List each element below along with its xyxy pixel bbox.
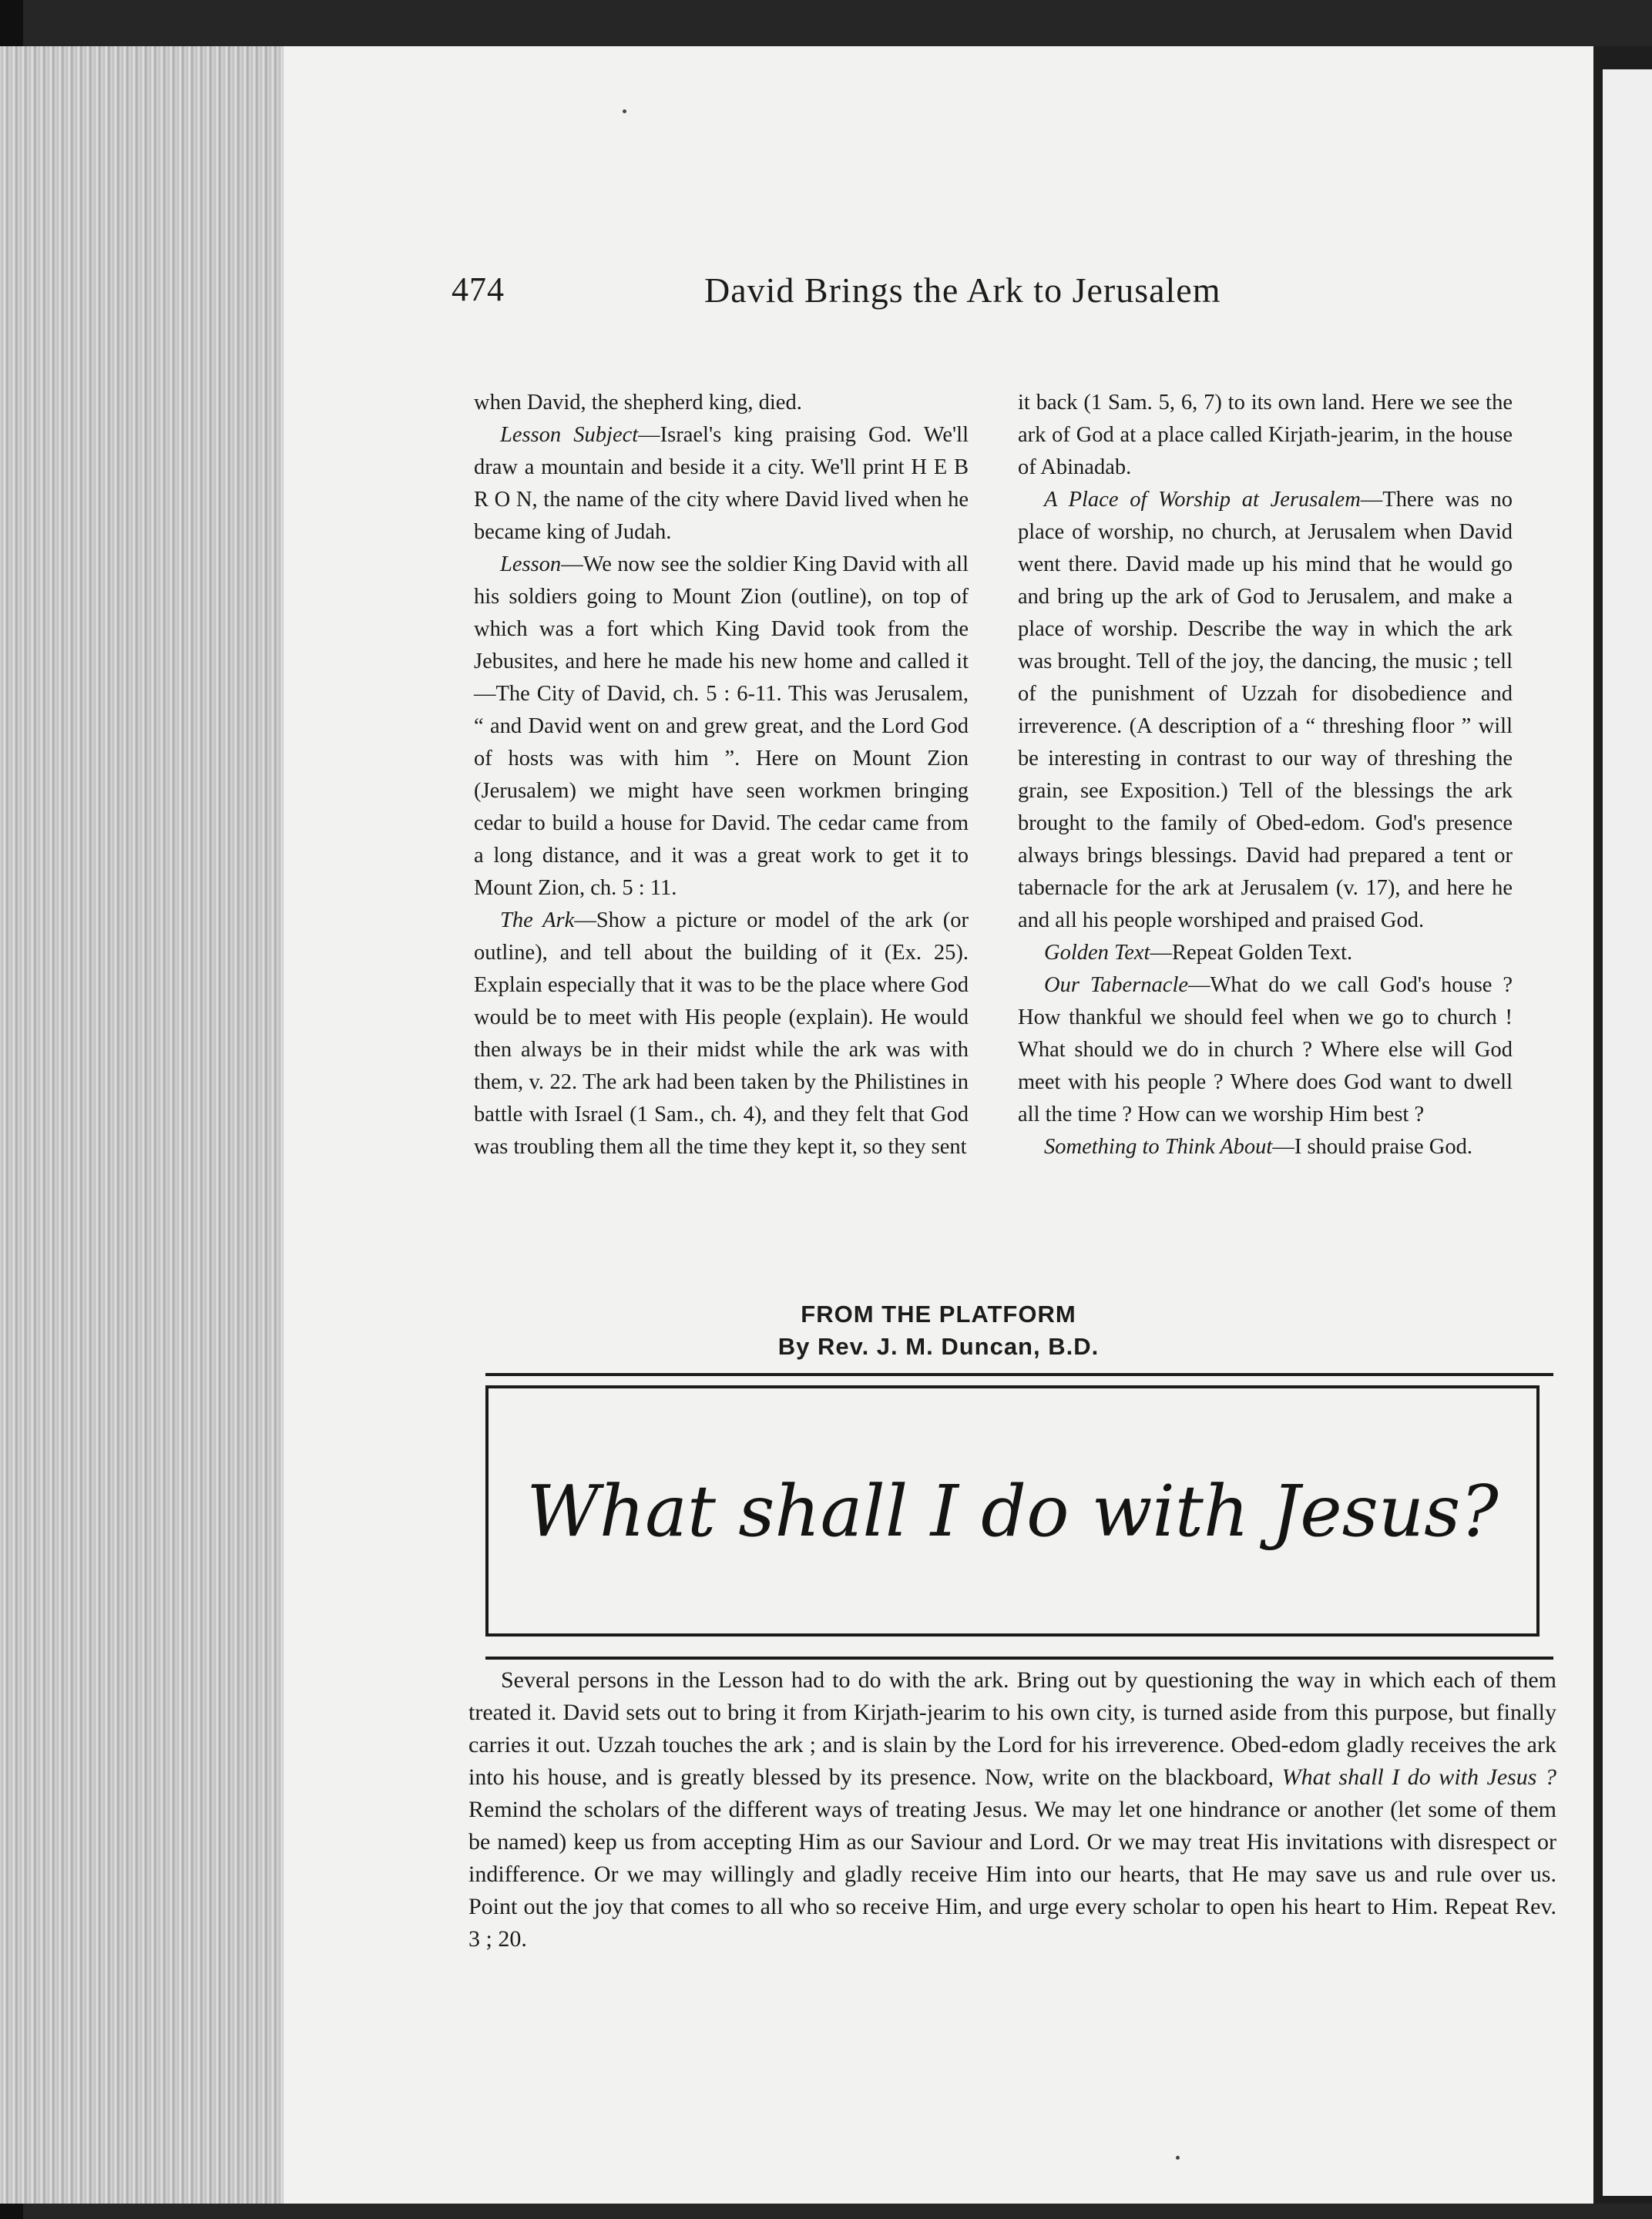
paragraph-lead: A Place of Worship at Jerusalem: [1044, 488, 1361, 512]
paper-speck: [1176, 2156, 1180, 2160]
left-column: [474, 387, 969, 1163]
paragraph-lead: Lesson: [500, 552, 562, 576]
paragraph: it back (1 Sam. 5, 6, 7) to its own land. Here we see the ark of God at a place called Kirjath-jearim, in the house of Abinadab.: [1018, 391, 1513, 479]
platform-title: FROM THE PLATFORM: [801, 1301, 1076, 1328]
book-page-edges: [0, 46, 284, 2204]
paragraph: Our Tabernacle—What do we call God's house ? How thankful we should feel when we go to church ! What should we do in church ? Where else will God meet with his people ? Where does God want to dwell all the time ? How can we worship Him best ?: [1018, 973, 1513, 1126]
running-title: David Brings the Ark to Jerusalem: [704, 270, 1221, 310]
paragraph-lead: Our Tabernacle: [1044, 973, 1189, 997]
page-number: 474: [452, 270, 505, 308]
book-page: [284, 46, 1593, 2204]
paragraph-lead: Something to Think About: [1044, 1135, 1273, 1159]
paragraph-lead: Golden Text: [1044, 941, 1150, 965]
blackboard-text: What shall I do with Jesus?: [526, 1469, 1499, 1553]
paragraph: Lesson—We now see the soldier King David with all his soldiers going to Mount Zion (outline), on top of which was a fort which King David took from the Jebusites, and here he made his new home and called it—The City of David, ch. 5 : 6-11. This was Jerusalem, “ and David went on and grew great, and the Lord God of hosts was with him ”. Here on Mount Zion (Jerusalem) we might have seen workmen bringing cedar to build a house for David. The cedar came from a long distance, and it was a great work to get it to Mount Zion, ch. 5 : 11.: [474, 552, 969, 900]
paragraph: Lesson Subject—Israel's king praising God. We'll draw a mountain and beside it a city. We'll print H E B R O N, the name of the city where David lived when he became king of Judah.: [474, 423, 969, 544]
paper-speck: [623, 109, 626, 113]
platform-byline: By Rev. J. M. Duncan, B.D.: [777, 1333, 1100, 1360]
paragraph: Golden Text—Repeat Golden Text.: [1044, 941, 1353, 965]
paragraph: A Place of Worship at Jerusalem—There was no place of worship, no church, at Jerusalem when David went there. David made up his mind that he would go and bring up the ark of God to Jerusalem, and make a place of worship. Describe the way in which the ark was brought. Tell of the joy, the dancing, the music ; tell of the punishment of Uzzah for disobedience and irreverence. (A description of a “ threshing floor ” will be interesting in contrast to our way of threshing the grain, see Exposition.) Tell of the blessings the ark brought to the family of Obed-edom. God's presence always brings blessings. David had prepared a tent or tabernacle for the ark at Jerusalem (v. 17), and here he and all his people worshiped and praised God.: [1018, 488, 1513, 932]
divider-rule: [485, 1657, 1553, 1660]
paragraph: when David, the shepherd king, died.: [474, 391, 802, 415]
emphasis-text: What shall I do with Jesus ?: [1281, 1764, 1556, 1790]
page-header: [452, 270, 1546, 331]
divider-rule: [485, 1373, 1553, 1376]
right-column: [1018, 387, 1513, 1163]
paragraph-lead: Lesson Subject: [500, 423, 639, 447]
blackboard-box: [485, 1385, 1540, 1637]
paragraph: Something to Think About—I should praise God.: [1044, 1135, 1472, 1159]
paragraph: The Ark—Show a picture or model of the ark (or outline), and tell about the building of it (Ex. 25). Explain especially that it was to be the place where God would be to meet with His people (explain). He would then always be in their midst while the ark was with them, v. 22. The ark had been taken by the Philistines in battle with Israel (1 Sam., ch. 4), and they felt that God was troubling them all the time they kept it, so they sent: [474, 908, 969, 1159]
facing-page-edge: [1603, 69, 1652, 2196]
paragraph: Several persons in the Lesson had to do with the ark. Bring out by questioning the way in which each of them treated it. David sets out to bring it from Kirjath-jearim to his own city, is turned aside from this purpose, but finally carries it out. Uzzah touches the ark ; and is slain by the Lord for his irreverence. Obed-edom gladly receives the ark into his house, and is greatly blessed by its presence. Now, write on the blackboard, What shall I do with Jesus ? Remind the scholars of the different ways of treating Jesus. We may let one hindrance or another (let some of them be named) keep us from accepting Him as our Saviour and Lord. Or we may treat His invitations with disrespect or indifference. Or we may willingly and gladly receive Him into our hearts, that He may save us and rule over us. Point out the joy that comes to all who so receive Him, and urge every scholar to open his heart to Him. Repeat Rev. 3 ; 20.: [468, 1667, 1556, 1952]
paragraph-lead: The Ark: [500, 908, 575, 932]
platform-body: [468, 1664, 1556, 1955]
